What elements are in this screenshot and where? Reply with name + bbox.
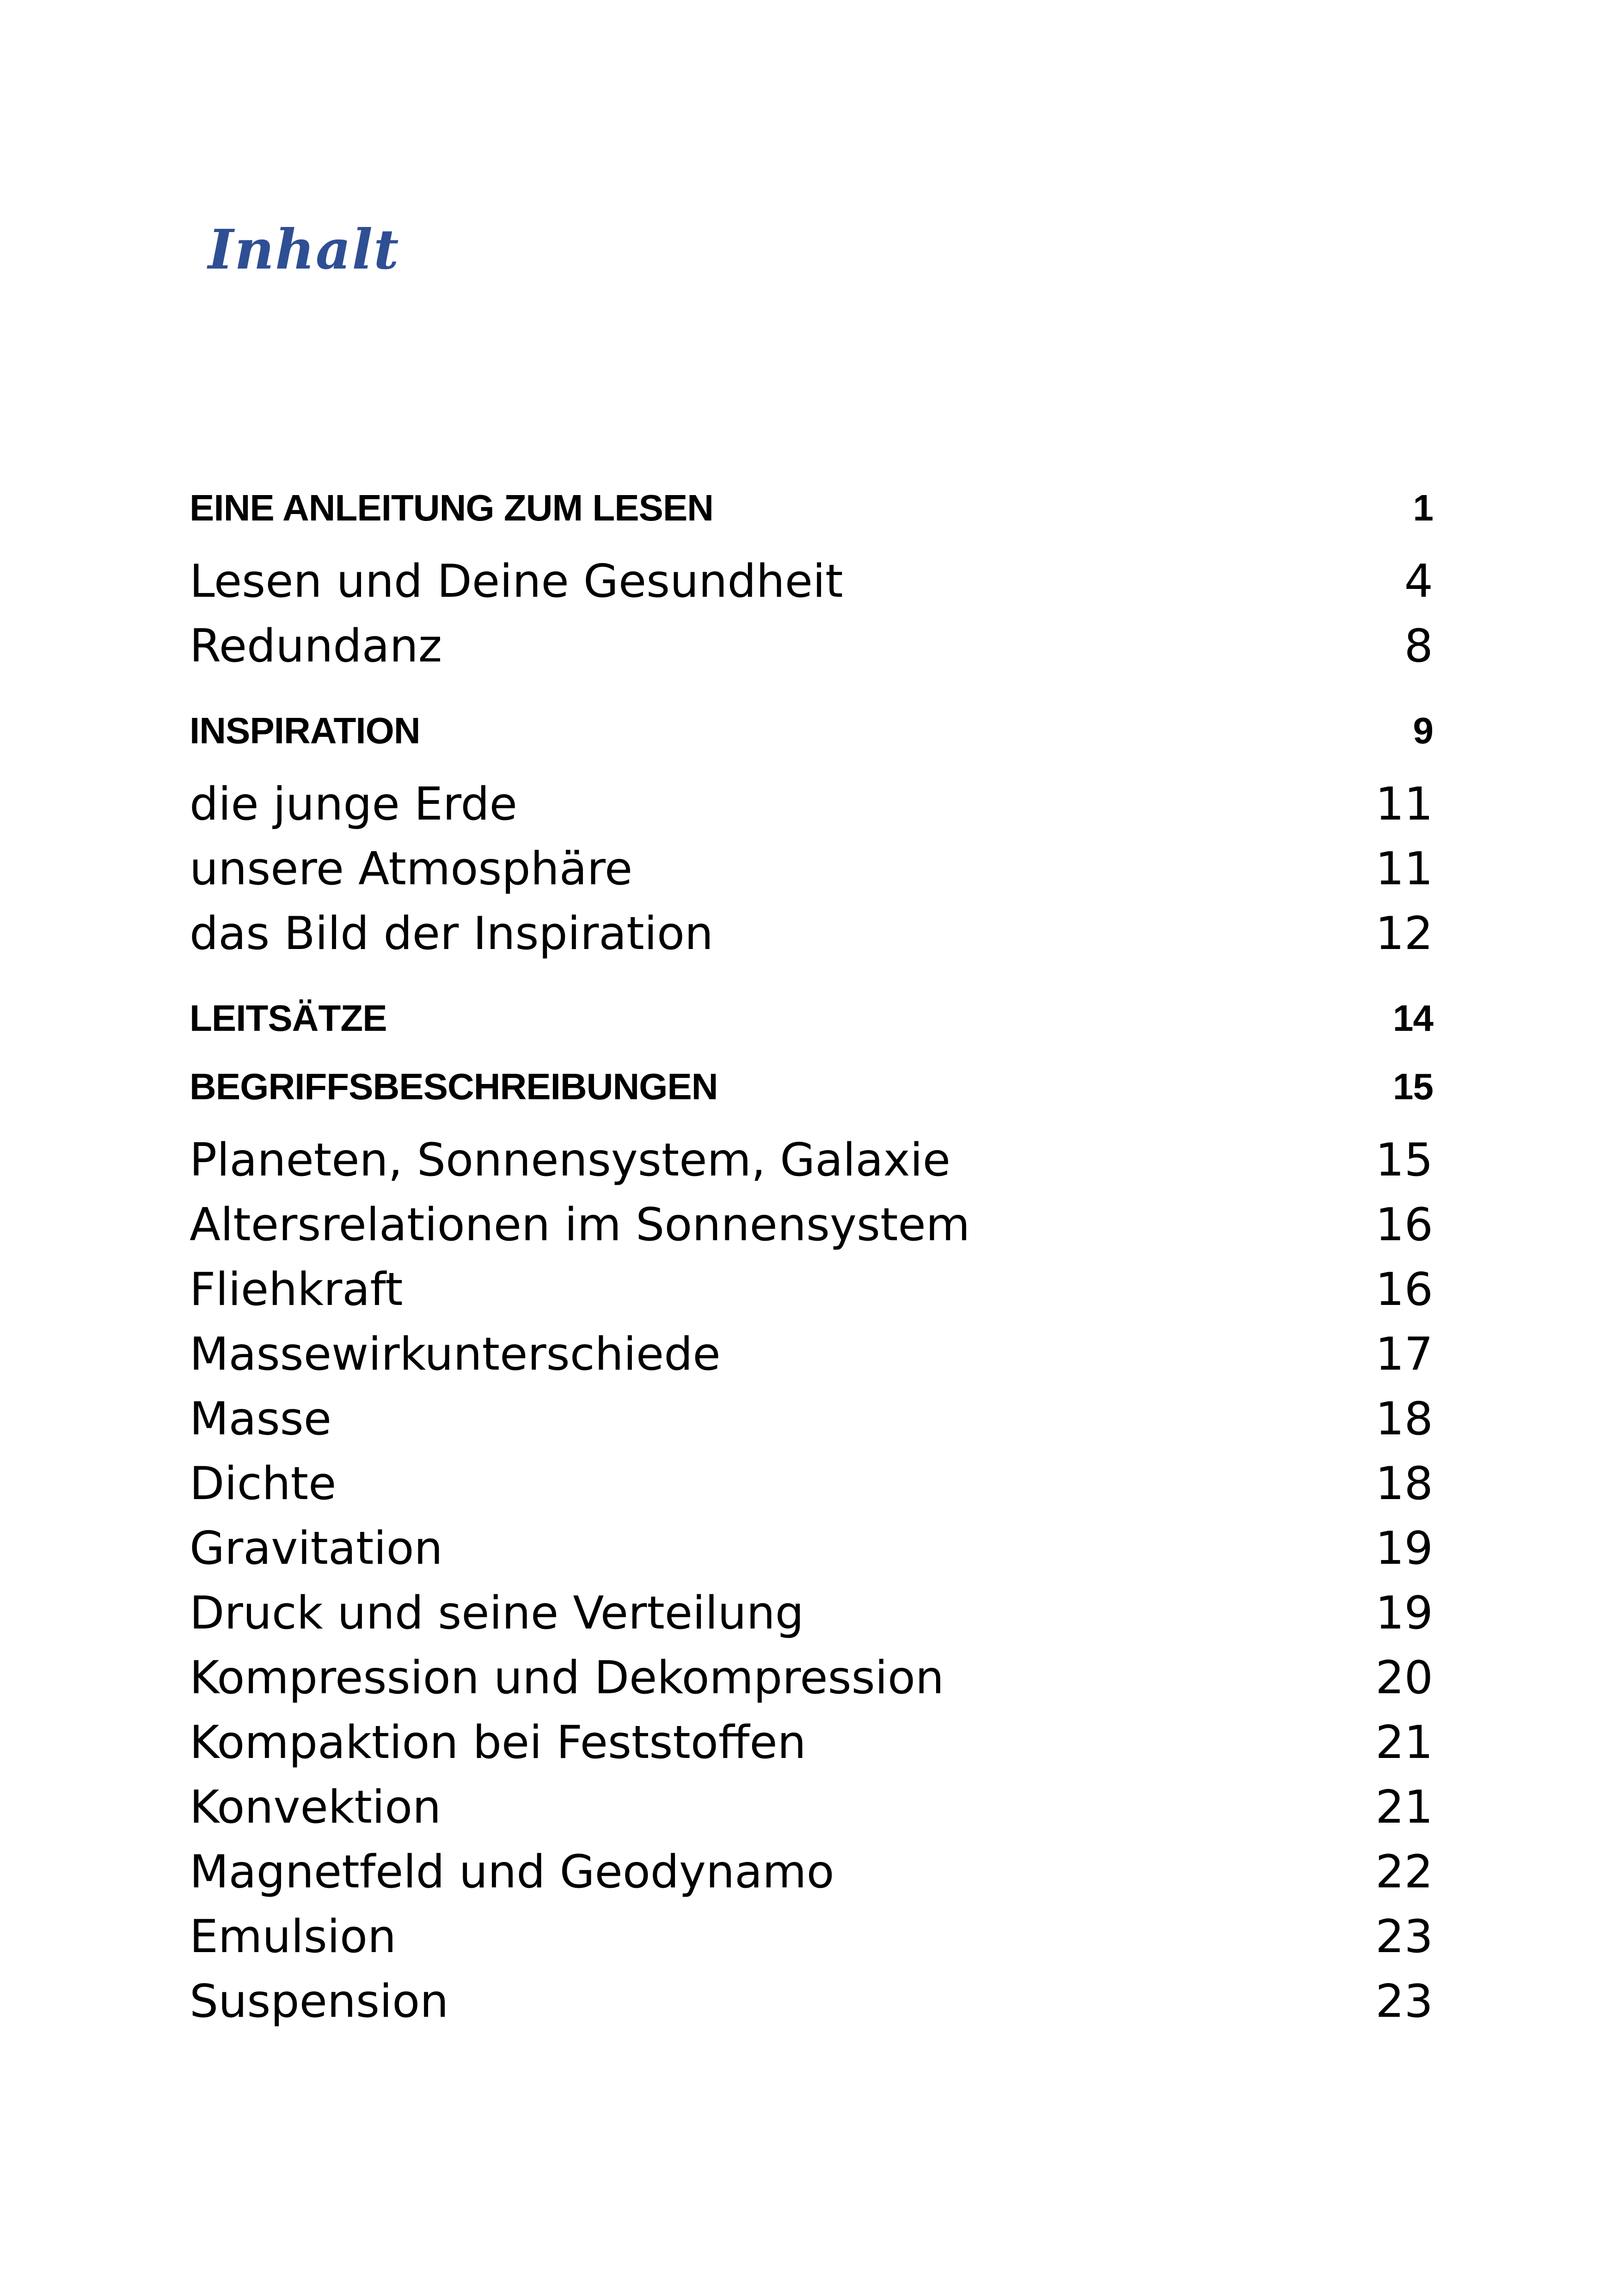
toc-entry bbox=[190, 772, 1433, 837]
toc-entry-page: 18 bbox=[1375, 1457, 1433, 1510]
toc-entry bbox=[190, 1775, 1433, 1840]
toc-entry-label: Lesen und Deine Gesundheit bbox=[190, 555, 843, 608]
toc-entry bbox=[190, 1516, 1433, 1581]
toc-heading-label: BEGRIFFSBESCHREIBUNGEN bbox=[190, 1066, 718, 1107]
toc-entry-page: 12 bbox=[1375, 907, 1433, 960]
toc-entry-page: 23 bbox=[1375, 1910, 1433, 1963]
toc-heading-label: EINE ANLEITUNG ZUM LESEN bbox=[190, 487, 714, 528]
toc-section-heading bbox=[190, 481, 1433, 535]
toc-entry-label: Redundanz bbox=[190, 620, 442, 673]
toc-entry-page: 19 bbox=[1375, 1587, 1433, 1640]
toc-entry-label: Planeten, Sonnensystem, Galaxie bbox=[190, 1134, 951, 1187]
toc-heading-label: INSPIRATION bbox=[190, 710, 420, 751]
toc-entry-page: 15 bbox=[1375, 1134, 1433, 1187]
toc-entry-page: 11 bbox=[1375, 778, 1433, 831]
toc-entry-label: Gravitation bbox=[190, 1522, 443, 1575]
toc-heading-page: 14 bbox=[1393, 998, 1433, 1039]
toc-heading-page: 15 bbox=[1393, 1066, 1433, 1107]
toc-entry-label: unsere Atmosphäre bbox=[190, 843, 633, 895]
toc-entry-label: Altersrelationen im Sonnensystem bbox=[190, 1199, 970, 1251]
toc-entry-label: Kompression und Dekompression bbox=[190, 1652, 944, 1704]
toc-entry bbox=[190, 1128, 1433, 1193]
toc-entry-page: 16 bbox=[1375, 1263, 1433, 1316]
toc-entry-page: 11 bbox=[1375, 843, 1433, 895]
toc-entry bbox=[190, 1646, 1433, 1710]
toc-entry bbox=[190, 1840, 1433, 1904]
toc-entry-page: 16 bbox=[1375, 1199, 1433, 1251]
toc-entry bbox=[190, 1322, 1433, 1387]
toc-entry-page: 22 bbox=[1375, 1846, 1433, 1898]
toc-section-heading bbox=[190, 991, 1433, 1046]
toc-entry-page: 21 bbox=[1375, 1781, 1433, 1834]
toc-heading-label: LEITSÄTZE bbox=[190, 998, 387, 1039]
toc-entry bbox=[190, 1581, 1433, 1646]
toc-entry-label: Masse bbox=[190, 1393, 332, 1445]
toc-entry bbox=[190, 837, 1433, 901]
toc-entry-page: 17 bbox=[1375, 1328, 1433, 1381]
toc-entry-label: das Bild der Inspiration bbox=[190, 907, 714, 960]
toc-entry-label: Druck und seine Verteilung bbox=[190, 1587, 804, 1640]
toc-entry bbox=[190, 1451, 1433, 1516]
toc-entry-page: 19 bbox=[1375, 1522, 1433, 1575]
toc-entry-label: Massewirkunterschiede bbox=[190, 1328, 721, 1381]
toc-section-heading bbox=[190, 704, 1433, 758]
toc-heading-page: 9 bbox=[1413, 710, 1433, 751]
page-title: Inhalt bbox=[208, 217, 400, 282]
toc-entry bbox=[190, 1710, 1433, 1775]
toc-entry-label: die junge Erde bbox=[190, 778, 517, 831]
toc-entry-page: 21 bbox=[1375, 1716, 1433, 1769]
toc-entry-page: 23 bbox=[1375, 1975, 1433, 2028]
toc-entry bbox=[190, 614, 1433, 679]
toc-entry bbox=[190, 1387, 1433, 1451]
toc-entry-label: Kompaktion bei Feststoffen bbox=[190, 1716, 806, 1769]
toc-entry-page: 18 bbox=[1375, 1393, 1433, 1445]
toc-entry-label: Dichte bbox=[190, 1457, 337, 1510]
toc-section-heading bbox=[190, 1059, 1433, 1114]
toc-entry-label: Konvektion bbox=[190, 1781, 441, 1834]
toc-entry bbox=[190, 901, 1433, 966]
toc-entry-page: 20 bbox=[1375, 1652, 1433, 1704]
toc-entry bbox=[190, 1969, 1433, 2034]
toc-entry-label: Magnetfeld und Geodynamo bbox=[190, 1846, 834, 1898]
toc-entry bbox=[190, 1257, 1433, 1322]
toc-entry-label: Fliehkraft bbox=[190, 1263, 403, 1316]
toc-entry-label: Emulsion bbox=[190, 1910, 397, 1963]
toc-entry bbox=[190, 549, 1433, 614]
toc-entry-label: Suspension bbox=[190, 1975, 449, 2028]
toc-heading-page: 1 bbox=[1413, 487, 1433, 528]
toc-entry-page: 4 bbox=[1404, 555, 1433, 608]
toc-entry-page: 8 bbox=[1404, 620, 1433, 673]
toc-entry bbox=[190, 1904, 1433, 1969]
toc-entry bbox=[190, 1193, 1433, 1257]
table-of-contents bbox=[190, 481, 1433, 2034]
